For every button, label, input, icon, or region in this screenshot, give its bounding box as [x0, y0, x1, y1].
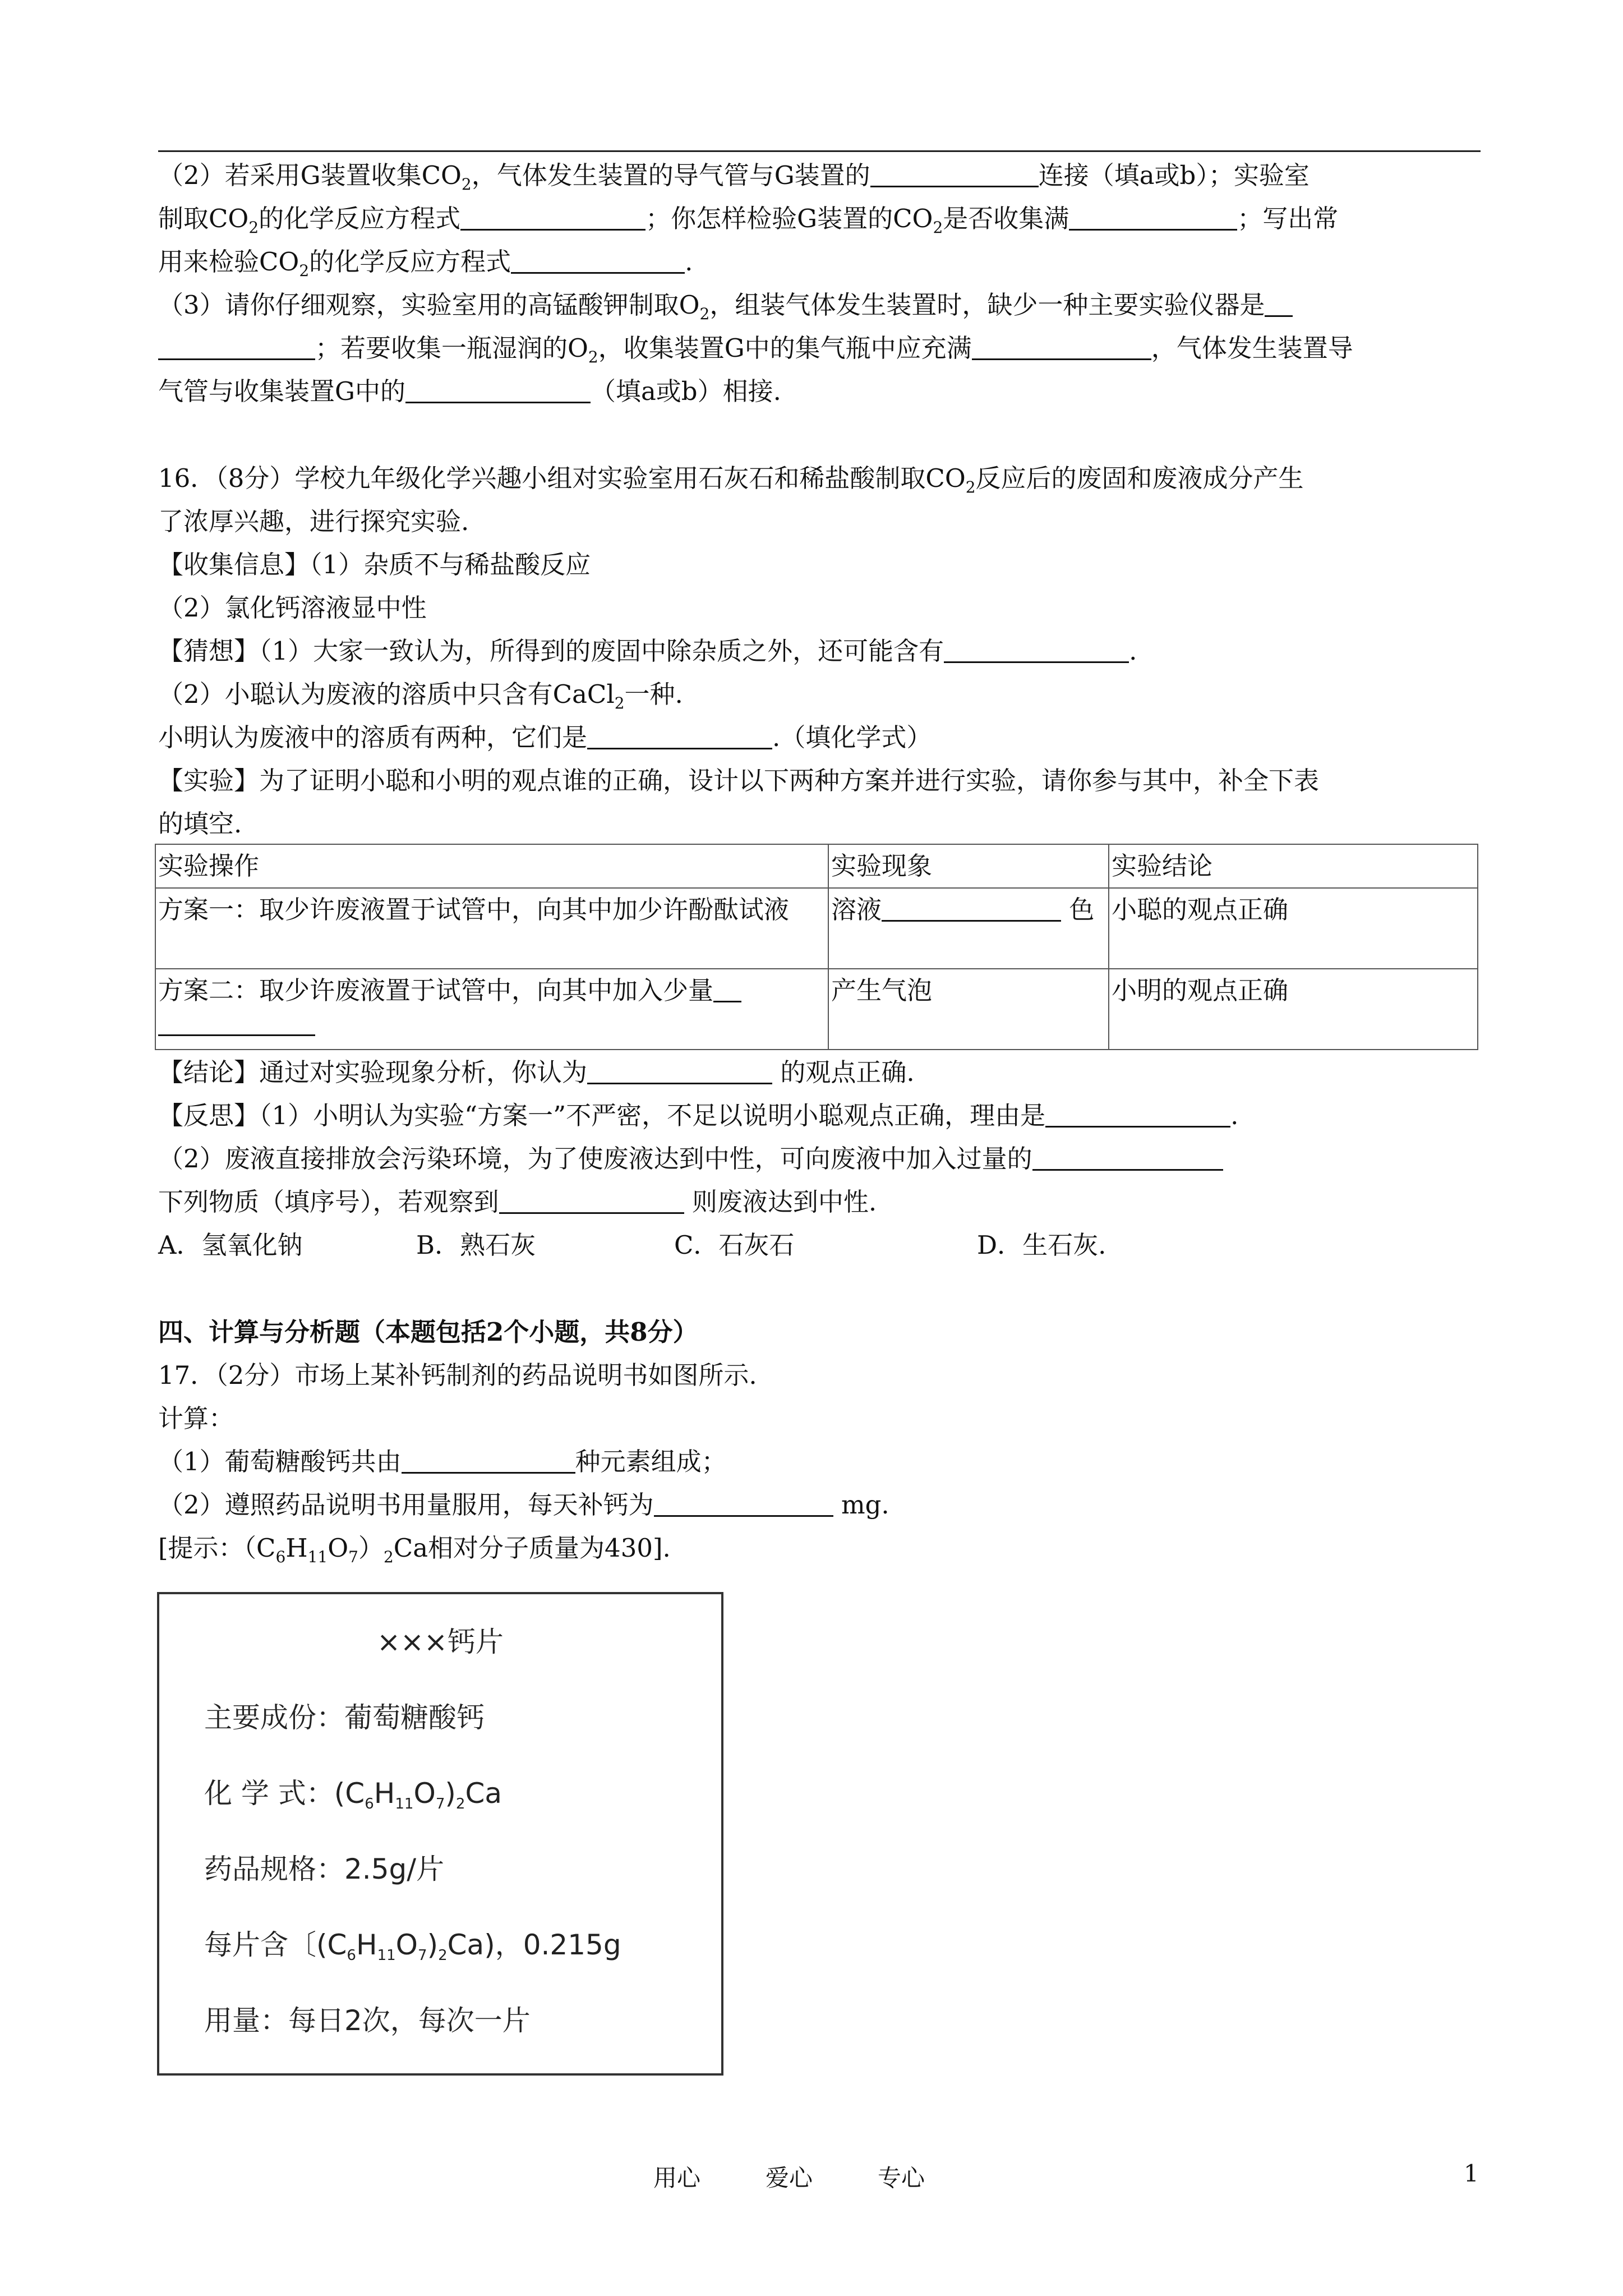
answer-blank[interactable]: [972, 334, 1151, 360]
answer-blank[interactable]: [654, 1490, 833, 1517]
q17-hint: [提示：$(C_6H_{11}O_7)_2Ca$相对分子质量为430].: [158, 1533, 671, 1566]
answer-blank[interactable]: [405, 377, 591, 403]
answer-blank[interactable]: [1265, 291, 1293, 317]
page-number: 1: [1464, 2160, 1479, 2187]
answer-blank[interactable]: [1032, 1144, 1223, 1171]
answer-blank[interactable]: [158, 1010, 315, 1036]
table-header-row: [155, 844, 1478, 888]
q16-intro-1: 16．（8分）学校九年级化学兴趣小组对实验室用石灰石和稀盐酸制取$CO_2$反应后的废固和废液成分产生: [158, 463, 1304, 496]
answer-blank[interactable]: [870, 161, 1039, 187]
answer-blank[interactable]: [713, 976, 741, 1002]
table-header: 实验操作: [155, 844, 828, 888]
q16-exp-1: 【实验】为了证明小聪和小明的观点谁的正确，设计以下两种方案并进行实验，请你参与其中，补全下表: [158, 766, 1320, 795]
table-cell: 溶液 色: [828, 888, 1109, 969]
answer-blank[interactable]: [587, 1058, 772, 1084]
q16-exp-2: 的填空.: [158, 809, 242, 839]
medicine-label-card: [157, 1592, 723, 2076]
answer-blank[interactable]: [882, 895, 1061, 922]
footer-word-3: 专心: [878, 2164, 925, 2192]
q17-part-2: （2）遵照药品说明书用量服用，每天补钙为 mg.: [158, 1490, 889, 1520]
q15-line-3: 用来检验$CO_2$的化学反应方程式 .: [158, 247, 693, 280]
q16-info-1: 【收集信息】（1）杂质不与稀盐酸反应: [158, 550, 591, 579]
q15-line-1: （2）若采用G装置收集$CO_2$，气体发生装置的导气管与G装置的 连接（填a或b）；实验室: [158, 160, 1310, 194]
q16-options: [158, 1228, 1106, 1262]
q17-calc: 计算：: [158, 1404, 234, 1433]
q15-line-5: ；若要收集一瓶湿润的$O_2$，收集装置G中的集气瓶中应充满 ，气体发生装置导: [158, 332, 1353, 365]
experiment-table: [155, 844, 1478, 1050]
q16-reflect-1: 【反思】（1）小明认为实验“方案一”不严密，不足以说明小聪观点正确，理由是 .: [158, 1101, 1239, 1130]
answer-blank[interactable]: [587, 723, 772, 749]
card-spec: 药品规格：2.5g/片: [204, 1853, 445, 1885]
footer-word-1: 用心: [653, 2164, 701, 2192]
q15-line-6: 气管与收集装置G中的 （填a或b）相接.: [158, 376, 781, 406]
card-ingredient: 主要成份：葡萄糖酸钙: [204, 1701, 485, 1734]
answer-blank[interactable]: [499, 1188, 684, 1214]
table-header: 实验结论: [1109, 844, 1478, 888]
q16-guess-1: 【猜想】（1）大家一致认为，所得到的废固中除杂质之外，还可能含有 .: [158, 636, 1137, 666]
table-row: [155, 969, 1478, 1050]
table-cell: 方案二：取少许废液置于试管中，向其中加入少量: [155, 969, 828, 1050]
q16-guess-2: （2）小聪认为废液的溶质中只含有CaCl$_2$一种.: [158, 679, 683, 712]
q17-intro: 17．（2分）市场上某补钙制剂的药品说明书如图所示.: [158, 1360, 757, 1390]
table-cell: 小聪的观点正确: [1109, 888, 1478, 969]
answer-blank[interactable]: [944, 637, 1129, 663]
table-row: [155, 888, 1478, 969]
table-cell: 小明的观点正确: [1109, 969, 1478, 1050]
table-cell: 方案一：取少许废液置于试管中，向其中加少许酚酞试液: [155, 888, 828, 969]
q17-part-1: （1）葡萄糖酸钙共由 种元素组成；: [158, 1447, 727, 1476]
table-header: 实验现象: [828, 844, 1109, 888]
card-content: 每片含〔$(C_6H_{11}O_7)_2Ca$)，0.215g: [204, 1929, 621, 1964]
card-formula: 化 学 式：$(C_6H_{11}O_7)_2Ca$: [204, 1777, 502, 1812]
table-cell: 产生气泡: [828, 969, 1109, 1050]
header-rule: [158, 150, 1481, 152]
q15-line-4: （3）请你仔细观察，实验室用的高锰酸钾制取$O_2$，组装气体发生装置时，缺少一种主要实验仪器是: [158, 288, 1293, 322]
answer-blank[interactable]: [460, 204, 645, 231]
answer-blank[interactable]: [158, 334, 315, 360]
option-b: B．熟石灰: [416, 1230, 536, 1260]
answer-blank[interactable]: [511, 247, 685, 274]
card-title: ×××钙片: [377, 1626, 504, 1658]
q16-info-2: （2）氯化钙溶液显中性: [158, 593, 427, 623]
option-c: C．石灰石: [674, 1230, 795, 1260]
q16-conclusion: 【结论】通过对实验现象分析，你认为 的观点正确.: [158, 1057, 915, 1087]
q16-intro-2: 了浓厚兴趣，进行探究实验.: [158, 507, 469, 536]
answer-blank[interactable]: [1045, 1101, 1230, 1128]
option-d: D．生石灰.: [977, 1230, 1106, 1260]
q16-reflect-3: 下列物质（填序号），若观察到 则废液达到中性.: [158, 1187, 877, 1217]
q16-guess-3: 小明认为废液中的溶质有两种，它们是 .（填化学式）: [158, 723, 932, 752]
q15-line-2: 制取$CO_2$的化学反应方程式 ；你怎样检验G装置的$CO_2$是否收集满 ；写出常: [158, 204, 1339, 237]
answer-blank[interactable]: [1069, 204, 1237, 231]
card-dosage: 用量：每日2次，每次一片: [204, 2004, 531, 2037]
footer-word-2: 爱心: [766, 2164, 813, 2192]
section-title: 四、计算与分析题（本题包括2个小题，共8分）: [158, 1317, 698, 1347]
answer-blank[interactable]: [402, 1447, 575, 1474]
q16-reflect-2: （2）废液直接排放会污染环境，为了使废液达到中性，可向废液中加入过量的: [158, 1142, 1223, 1176]
option-a: A．氢氧化钠: [158, 1230, 303, 1260]
